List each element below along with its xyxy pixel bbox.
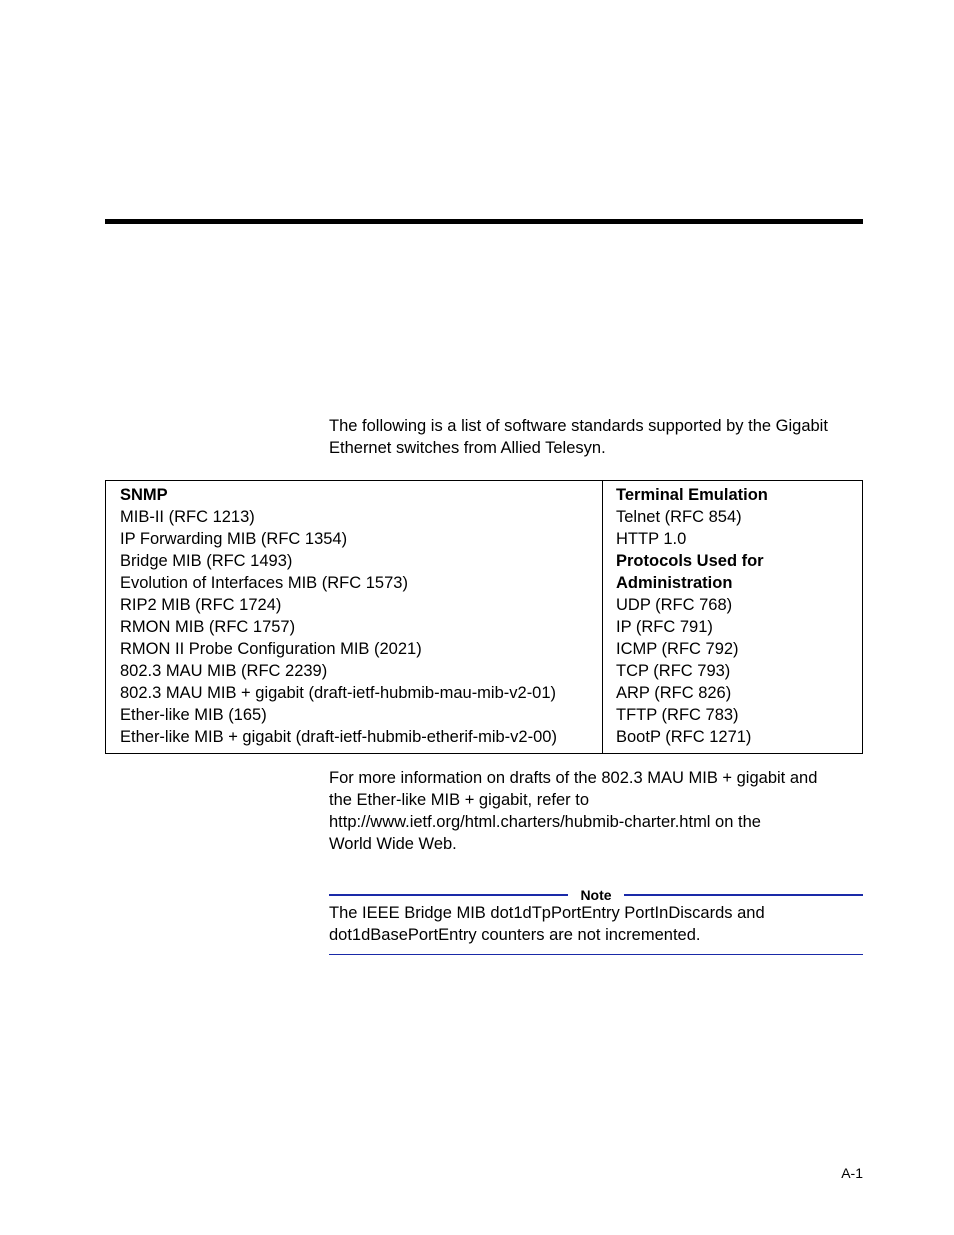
note-line: dot1dBasePortEntry counters are not incremented. [329,926,701,944]
intro-paragraph [329,415,869,459]
note-rule-bottom [329,954,863,955]
terminal-item: HTTP 1.0 [616,530,687,548]
more-info-url-line: http://www.ietf.org/html.charters/hubmib-charter.html on the [329,813,761,831]
snmp-heading: SNMP [120,486,168,504]
note-rule-left [329,894,568,896]
more-info-line: World Wide Web. [329,835,457,853]
protocol-item: TCP (RFC 793) [616,662,731,680]
snmp-item: 802.3 MAU MIB + gigabit (draft-ietf-hubmib-mau-mib-v2-01) [120,684,557,702]
protocol-item: TFTP (RFC 783) [616,706,739,724]
admin-protocols-heading: Protocols Used for [616,552,764,570]
note-rule-right [624,894,863,896]
snmp-item: RMON MIB (RFC 1757) [120,618,296,636]
snmp-item: 802.3 MAU MIB (RFC 2239) [120,662,328,680]
more-info-line: the Ether-like MIB + gigabit, refer to [329,791,589,809]
protocol-item: IP (RFC 791) [616,618,713,636]
snmp-item: Ether-like MIB (165) [120,706,267,724]
intro-line: The following is a list of software standards supported by the Gigabit [329,417,828,435]
protocol-item: ARP (RFC 826) [616,684,732,702]
protocol-item: BootP (RFC 1271) [616,728,752,746]
more-info-line: For more information on drafts of the 802.3 MAU MIB + gigabit and [329,769,818,787]
standards-table [105,480,863,754]
terminal-item: Telnet (RFC 854) [616,508,742,526]
protocols-column [603,481,862,753]
note-line: The IEEE Bridge MIB dot1dTpPortEntry PortInDiscards and [329,904,765,922]
snmp-item: Evolution of Interfaces MIB (RFC 1573) [120,574,408,592]
snmp-item: Ether-like MIB + gigabit (draft-ietf-hubmib-etherif-mib-v2-00) [120,728,557,746]
note-body [329,902,863,946]
protocol-item: ICMP (RFC 792) [616,640,739,658]
note-label: Note [580,887,612,903]
admin-protocols-heading: Administration [616,574,733,592]
page-number: A-1 [841,1165,863,1181]
snmp-item: IP Forwarding MIB (RFC 1354) [120,530,348,548]
snmp-item: MIB-II (RFC 1213) [120,508,255,526]
snmp-item: Bridge MIB (RFC 1493) [120,552,293,570]
chapter-top-rule [105,219,863,224]
protocol-item: UDP (RFC 768) [616,596,733,614]
snmp-column [106,481,603,753]
intro-line: Ethernet switches from Allied Telesyn. [329,439,606,457]
terminal-emulation-heading: Terminal Emulation [616,486,768,504]
snmp-item: RMON II Probe Configuration MIB (2021) [120,640,422,658]
more-info-paragraph [329,767,869,855]
snmp-item: RIP2 MIB (RFC 1724) [120,596,282,614]
